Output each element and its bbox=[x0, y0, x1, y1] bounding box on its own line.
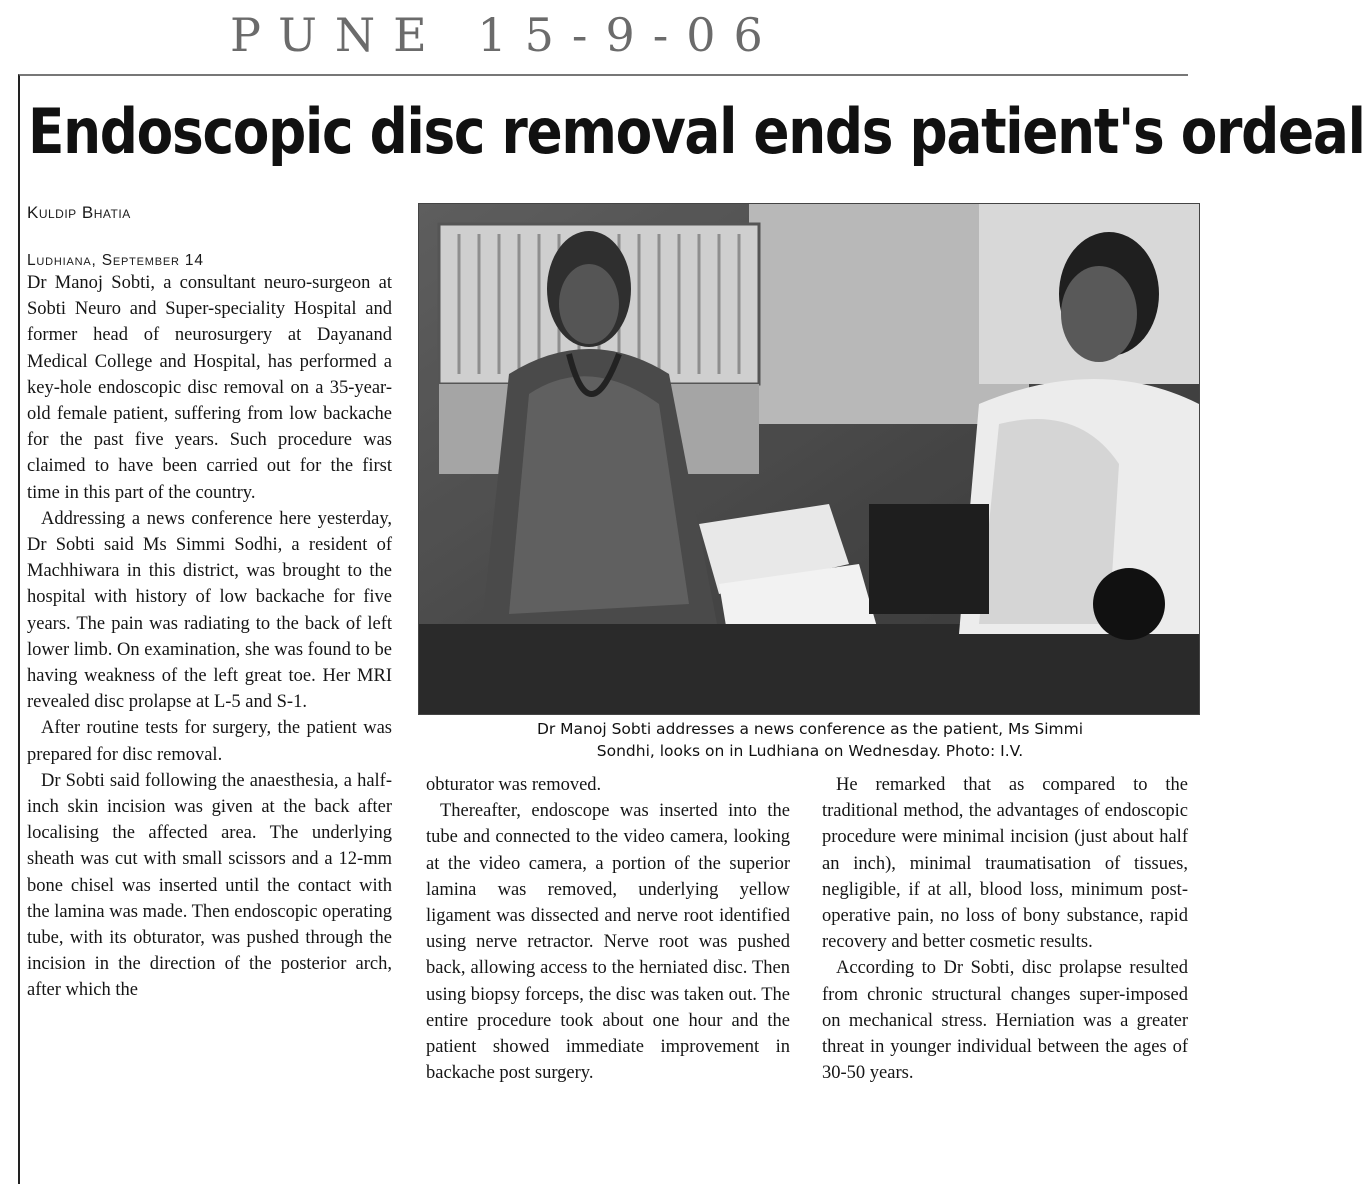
article-column-1 bbox=[27, 270, 392, 1004]
photo-illustration bbox=[419, 204, 1199, 714]
caption-line: Dr Manoj Sobti addresses a news conference as the patient, Ms Simmi bbox=[536, 720, 1084, 738]
paragraph: Dr Manoj Sobti, a consultant neuro-surgeon at Sobti Neuro and Super-speciality Hospital and former head of neurosurgery at Dayanand Medical College and Hospital, has performed a key-hole endoscopic disc removal on a 35-year-old female patient, suffering from low backache for the past five years. Such procedure was claimed to have been carried out for the first time in this part of the country. bbox=[27, 273, 392, 503]
caption-line: Sondhi, looks on in Ludhiana on Wednesday. Photo: I.V. bbox=[596, 742, 1024, 760]
photo-caption bbox=[420, 718, 1200, 762]
paragraph: After routine tests for surgery, the patient was prepared for disc removal. bbox=[27, 718, 392, 765]
paragraph: Addressing a news conference here yesterday, Dr Sobti said Ms Simmi Sodhi, a resident of Machhiwara in this district, was brought to the hospital with history of low backache for five years. The pain was radiating to the back of left lower limb. On examination, she was found to be having weakness of the left great toe. Her MRI revealed disc prolapse at L-5 and S-1. bbox=[27, 508, 392, 713]
article-column-2 bbox=[426, 772, 790, 1086]
headline: Endoscopic disc removal ends patient's ordeal bbox=[28, 95, 1365, 168]
paragraph: obturator was removed. bbox=[426, 775, 602, 795]
handwritten-date-note: PUNE 15-9-06 bbox=[230, 8, 781, 62]
paragraph: He remarked that as compared to the traditional method, the advantages of endoscopic procedure were minimal incision (just about half an inch), minimal traumatisation of tissues, negligible, if at all, blood loss, minimum post-operative pain, no loss of bony substance, rapid recovery and better cosmetic results. bbox=[822, 775, 1188, 953]
article-column-3 bbox=[822, 772, 1188, 1086]
paragraph: According to Dr Sobti, disc prolapse resulted from chronic structural changes super-imposed on mechanical stress. Herniation was a greater threat in younger individual between the ages of 30-50 years. bbox=[822, 958, 1188, 1084]
dateline: Ludhiana, September 14 bbox=[27, 252, 204, 269]
paragraph: Thereafter, endoscope was inserted into the tube and connected to the video camera, looking at the video camera, a portion of the superior lamina was removed, underlying yellow ligament was dissected and nerve root identified using nerve retractor. Nerve root was pushed back, allowing access to the herniated disc. Then using biopsy forceps, the disc was taken out. The entire procedure took about one hour and the patient showed immediate improvement in backache post surgery. bbox=[426, 801, 790, 1084]
paragraph: Dr Sobti said following the anaesthesia, a half-inch skin incision was given at the back after localising the affected area. The underlying sheath was cut with small scissors and a 12-mm bone chisel was inserted until the contact with the lamina was made. Then endoscopic operating tube, with its obturator, was pushed through the incision in the direction of the posterior arch, after which the bbox=[27, 770, 392, 1001]
byline: Kuldip Bhatia bbox=[27, 203, 131, 222]
news-photo bbox=[418, 203, 1200, 715]
